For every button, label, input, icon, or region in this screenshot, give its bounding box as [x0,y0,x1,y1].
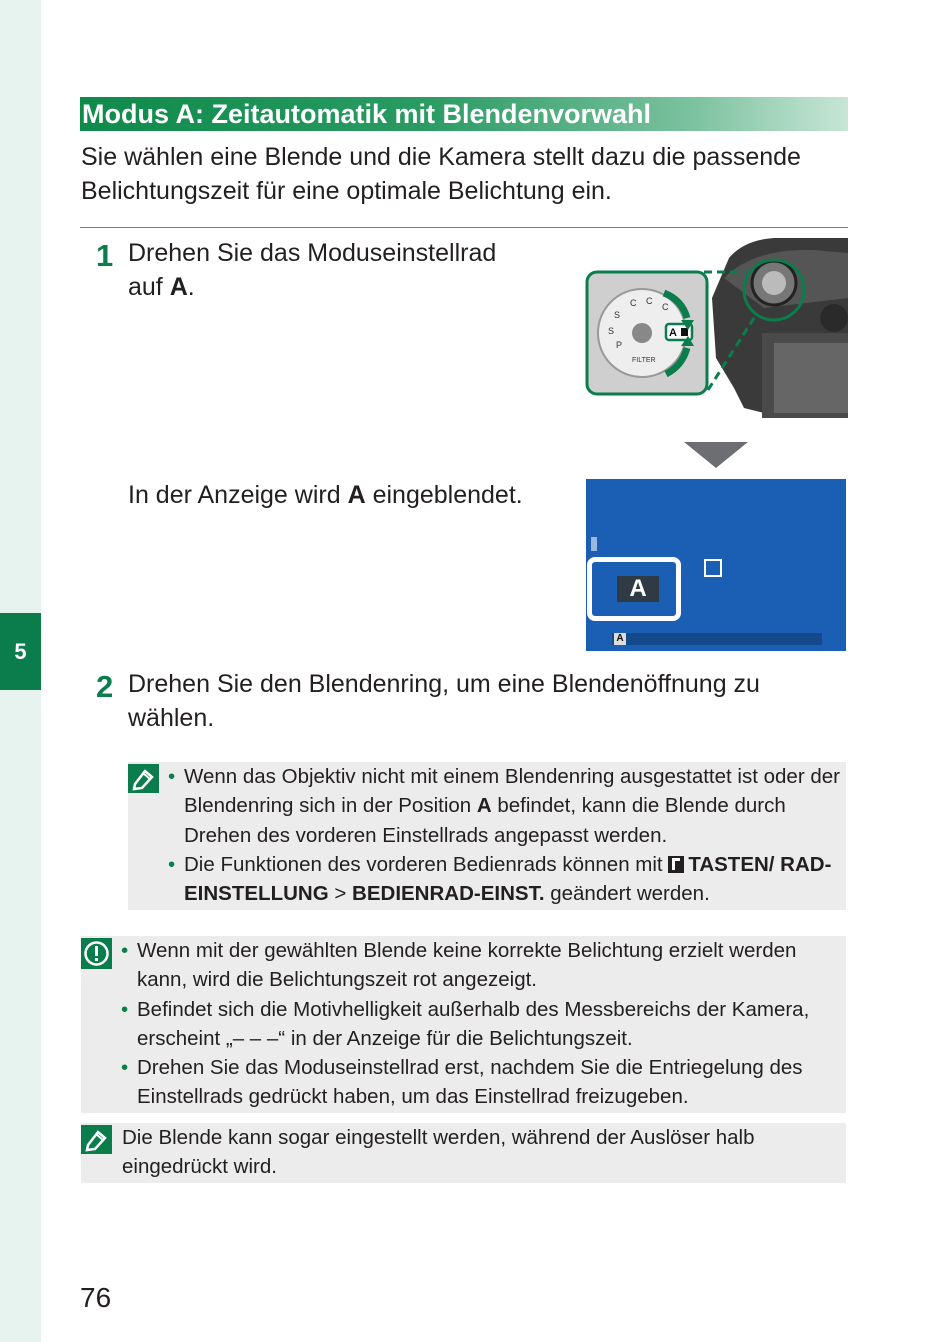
chapter-tab [0,613,41,690]
note-icon [128,764,159,793]
display-highlight-frame [587,557,681,621]
display-bar-letter: A [614,633,626,645]
lcd-display [586,479,846,651]
display-focus-frame [704,559,722,577]
caution-box [81,936,846,1113]
caution-item: • Befindet sich die Motivhelligkeit außerhalb des Messbereichs der Kamera, erscheint „– – –“ in der Anzeige für die Belichtungszeit. [121,995,841,1054]
note-1-item-1: • Wenn das Objektiv nicht mit einem Blendenring ausgestattet ist oder der Blendenring sich in der Position A befindet, kann die Blende durch Drehen des vorderen Einstellrads angepasst werden. [168,762,840,850]
camera-mode-dial-figure [584,238,848,428]
caution-item: • Drehen Sie das Moduseinstellrad erst, nachdem Sie die Entriegelung des Einstellrads gedrückt haben, um das Einstellrad freizugeben. [121,1053,841,1112]
note-1-item-2: • Die Funktionen des vorderen Bedienrads können mit TASTEN/ RAD-EINSTELLUNG > BEDIENRAD-EINST. geändert werden. [168,850,840,909]
down-arrow-icon [684,440,748,470]
caution-item: • Wenn mit der gewählten Blende keine korrekte Belichtung erzielt werden kann, wird die Belichtungszeit rot angezeigt. [121,936,841,995]
dial-label-c2: C [646,296,653,306]
dial-selected-a: A [669,327,677,339]
function-button-icon [668,856,684,873]
step-1-line2: auf A. [128,273,195,301]
chapter-number: 5 [14,638,27,664]
step-2-number: 2 [96,669,114,704]
step-1-text [128,236,548,304]
step-1-number: 1 [96,238,114,273]
dial-label-s2: S [608,326,615,336]
note-2-text: Die Blende kann sogar eingestellt werden, während der Auslöser halb eingedrückt wird. [122,1126,755,1179]
step-2-text: Drehen Sie den Blendenring, um eine Blendenöffnung zu wählen. [128,670,760,732]
divider [80,227,848,228]
note-box-2 [81,1123,846,1183]
dial-label-p: P [616,340,623,350]
warning-icon [81,938,112,969]
display-status-bar [612,633,822,645]
dial-label-c1: C [630,298,637,308]
intro-text: Sie wählen eine Blende und die Kamera stellt dazu die passende Belichtungszeit für eine optimale Belichtung ein. [81,143,801,205]
note-icon [81,1125,112,1154]
note-box-1 [128,762,846,910]
step-1-line1: Drehen Sie das Moduseinstellrad [128,239,497,267]
display-mode-letter: A [617,576,659,602]
display-icon-column [591,537,597,551]
dial-label-s1: S [614,310,621,320]
note-1-list [168,762,840,908]
caution-list [121,936,841,1112]
dial-label-c3: C [662,302,669,312]
section-title: Modus A: Zeitautomatik mit Blendenvorwahl [80,97,848,131]
dial-label-filter: FILTER [632,357,656,364]
page-number: 76 [80,1282,112,1313]
step-1-result: In der Anzeige wird A eingeblendet. [128,481,523,509]
